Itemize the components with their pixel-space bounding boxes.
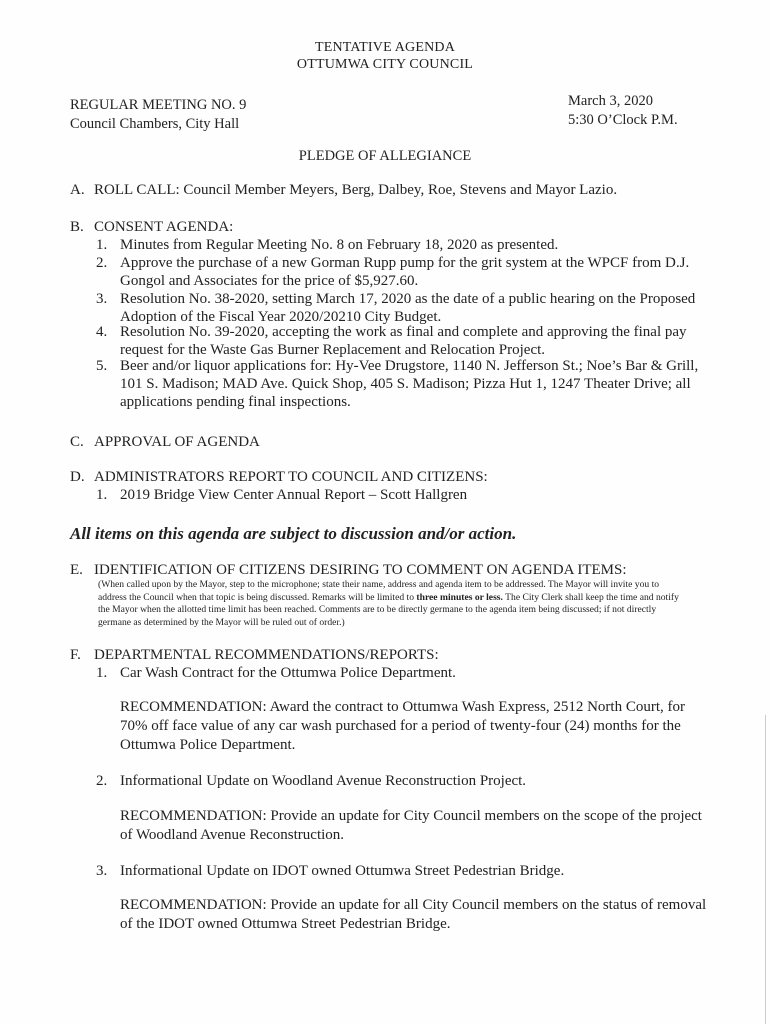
- item-number: 2.: [96, 773, 108, 789]
- recommendation-line-3: Ottumwa Police Department.: [120, 737, 296, 753]
- item-number: 3.: [96, 291, 108, 307]
- item-text-line-3: applications pending final inspections.: [120, 394, 351, 410]
- rules-line-4: germane as determined by the Mayor will be ruled out of order.): [98, 616, 345, 628]
- approval-of-agenda: APPROVAL OF AGENDA: [94, 434, 260, 450]
- section-d: [70, 468, 488, 486]
- meeting-datetime: [568, 92, 678, 130]
- section-c: [70, 433, 260, 451]
- item-text-line-2: request for the Waste Gas Burner Replacement and Relocation Project.: [120, 342, 546, 358]
- meeting-location: Council Chambers, City Hall: [70, 116, 240, 132]
- departmental-reports-heading: DEPARTMENTAL RECOMMENDATIONS/REPORTS:: [94, 647, 439, 663]
- recommendation-line-2: of Woodland Avenue Reconstruction.: [120, 827, 345, 843]
- agenda-title: TENTATIVE AGENDA: [314, 40, 456, 55]
- recommendation-line-1: RECOMMENDATION: Provide an update for all City Council members on the status of removal: [120, 897, 707, 913]
- section-e: [70, 561, 627, 579]
- item-text-line-1: Resolution No. 38-2020, setting March 17, 2020 as the date of a public hearing on the Proposed: [120, 291, 696, 307]
- recommendation-2: [120, 807, 702, 845]
- recommendation-line-1: RECOMMENDATION: Provide an update for City Council members on the scope of the project: [120, 808, 702, 824]
- meeting-number: REGULAR MEETING NO. 9: [70, 97, 247, 113]
- item-number: 1.: [96, 487, 108, 503]
- section-f: [70, 646, 439, 664]
- discussion-notice: All items on this agenda are subject to discussion and/or action.: [70, 524, 517, 543]
- item-number: 1.: [96, 237, 108, 253]
- meeting-date: March 3, 2020: [568, 93, 653, 109]
- section-a-label: A.: [70, 182, 85, 198]
- recommendation-line-2: of the IDOT owned Ottumwa Street Pedestrian Bridge.: [120, 916, 451, 932]
- rules-line-2c: The City Clerk shall keep the time and notify: [502, 591, 679, 603]
- item-text-line-2: 101 S. Madison; MAD Ave. Quick Shop, 405 S. Madison; Pizza Hut 1, 1247 Theater Drive; all: [120, 376, 691, 392]
- administrators-report-heading: ADMINISTRATORS REPORT TO COUNCIL AND CITIZENS:: [94, 469, 488, 485]
- scan-edge-line: [765, 715, 766, 1024]
- section-b: [70, 218, 233, 236]
- item-text-line-1: Beer and/or liquor applications for: Hy-Vee Drugstore, 1140 N. Jefferson St.; Noe’s Bar & Grill,: [120, 358, 699, 374]
- rules-line-2b: three minutes or less.: [416, 591, 503, 603]
- recommendation-line-2: 70% off face value of any car wash purchased for a period of twenty-four (24) months for the: [120, 718, 681, 734]
- item-title: Informational Update on IDOT owned Ottumwa Street Pedestrian Bridge.: [120, 863, 565, 879]
- item-title: Informational Update on Woodland Avenue Reconstruction Project.: [120, 773, 527, 789]
- council-title: OTTUMWA CITY COUNCIL: [296, 57, 474, 72]
- section-f-label: F.: [70, 647, 81, 663]
- item-number: 3.: [96, 863, 108, 879]
- pledge-heading: PLEDGE OF ALLEGIANCE: [298, 148, 472, 164]
- item-number: 5.: [96, 358, 108, 374]
- rules-line-1: (When called upon by the Mayor, step to the microphone; state their name, address and agenda item to be addressed. The Mayor will invite you to: [98, 579, 660, 590]
- meeting-info: [70, 96, 246, 134]
- item-title: Car Wash Contract for the Ottumwa Police Department.: [120, 665, 456, 681]
- recommendation-3: [120, 896, 706, 934]
- rules-line-3: the Mayor when the allotted time limit has been reached. Comments are to be directly germane to the agenda item being discussed; if not directly: [98, 604, 657, 615]
- item-number: 4.: [96, 324, 108, 340]
- item-text-line-2: Adoption of the Fiscal Year 2020/20210 City Budget.: [120, 309, 442, 325]
- item-number: 2.: [96, 255, 108, 271]
- item-number: 1.: [96, 665, 108, 681]
- meeting-time: 5:30 O’Clock P.M.: [568, 112, 678, 128]
- consent-agenda-heading: CONSENT AGENDA:: [94, 219, 234, 235]
- rules-line-2: [98, 592, 718, 605]
- section-d-label: D.: [70, 469, 85, 485]
- item-text-line-2: Gongol and Associates for the price of $5,927.60.: [120, 273, 419, 289]
- item-text-line-1: Resolution No. 39-2020, accepting the work as final and complete and approving the final pay: [120, 324, 687, 340]
- item-text-line-1: Approve the purchase of a new Gorman Rupp pump for the grit system at the WPCF from D.J.: [120, 255, 690, 271]
- recommendation-1: [120, 698, 685, 755]
- citizen-comment-rules: [98, 579, 718, 629]
- citizen-comments-heading: IDENTIFICATION OF CITIZENS DESIRING TO COMMENT ON AGENDA ITEMS:: [94, 562, 627, 578]
- section-e-label: E.: [70, 562, 83, 578]
- section-a: [70, 181, 617, 199]
- item-text: 2019 Bridge View Center Annual Report – Scott Hallgren: [120, 487, 468, 503]
- rules-line-2a: address the Council when that topic is being discussed. Remarks will be limited to: [98, 591, 417, 603]
- roll-call-text: ROLL CALL: Council Member Meyers, Berg, Dalbey, Roe, Stevens and Mayor Lazio.: [94, 182, 618, 198]
- section-c-label: C.: [70, 434, 84, 450]
- section-b-label: B.: [70, 219, 84, 235]
- item-text: Minutes from Regular Meeting No. 8 on February 18, 2020 as presented.: [120, 237, 559, 253]
- recommendation-line-1: RECOMMENDATION: Award the contract to Ottumwa Wash Express, 2512 North Court, for: [120, 699, 685, 715]
